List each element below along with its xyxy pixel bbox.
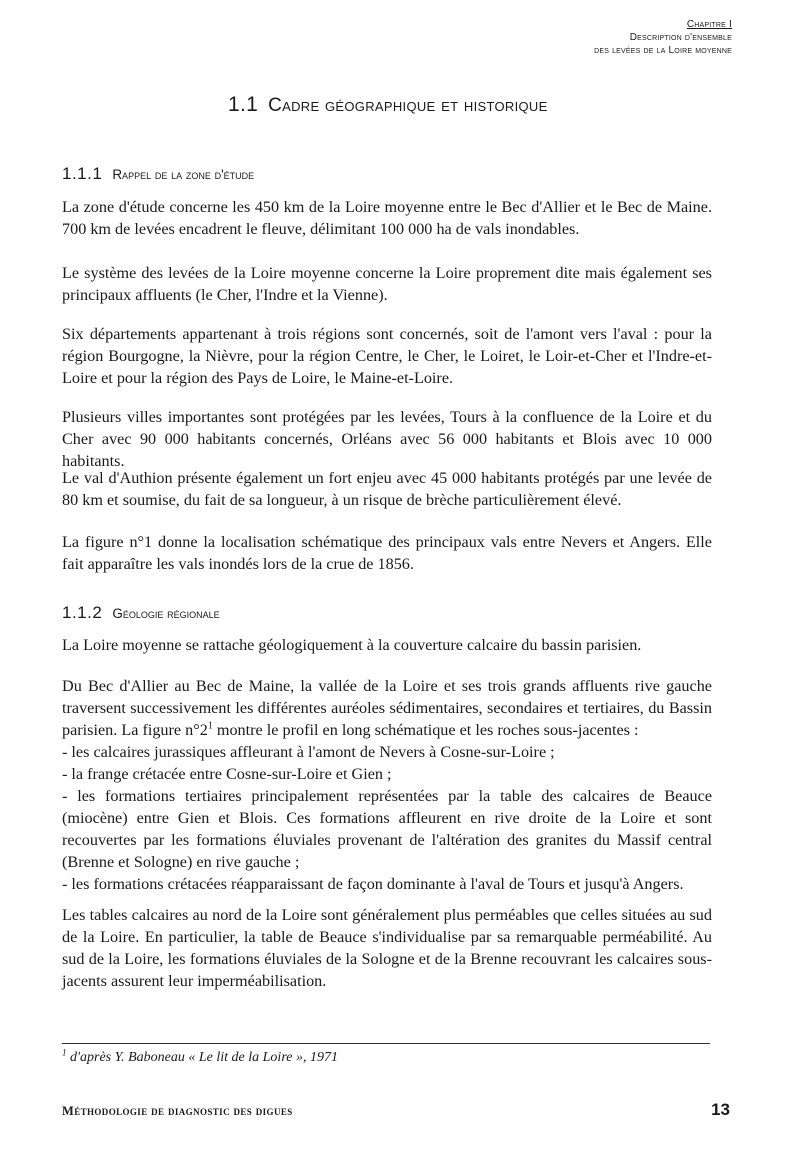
chapter-label: Chapitre I xyxy=(686,19,732,30)
paragraph: La figure n°1 donne la localisation schématique des principaux vals entre Nevers et Angers. Elle fait apparaître les vals inondés lors de la crue de 1856. xyxy=(62,533,712,573)
geology-paragraph xyxy=(62,675,712,895)
header-line-1: Description d'ensemble xyxy=(629,32,732,43)
paragraph: La Loire moyenne se rattache géologiquement à la couverture calcaire du bassin parisien. xyxy=(62,636,642,654)
section-title-text: Cadre géographique et historique xyxy=(268,95,548,116)
paragraph: Six départements appartenant à trois régions sont concernés, soit de l'amont vers l'aval : pour la région Bourgogne, la Nièvre, pour la région Centre, le Cher, le Loiret, le Loir-et-Cher et l'Indre-et-Loire et pour la région des Pays de Loire, le Maine-et-Loire. xyxy=(62,325,712,387)
running-header xyxy=(594,18,732,57)
paragraph: La zone d'étude concerne les 450 km de la Loire moyenne entre le Bec d'Allier et le Bec de Maine. 700 km de levées encadrent le fleuve, délimitant 100 000 ha de vals inondables. xyxy=(62,198,712,238)
bullet-item: - la frange crétacée entre Cosne-sur-Loire et Gien ; xyxy=(62,765,392,783)
subsection-title-2: Géologie régionale xyxy=(112,606,220,621)
footnote-divider xyxy=(62,1043,710,1044)
bullet-item: - les formations crétacées réapparaissant de façon dominante à l'aval de Tours et jusqu'à Angers. xyxy=(62,875,684,893)
bullet-item: - les formations tertiaires principalement représentées par la table des calcaires de Beauce (miocène) entre Gien et Blois. Ces formations affleurent en rive droite de la Loire et sont recouvertes par les formations éluviales provenant de l'altération des granites du Massif central (Brenne et Sologne) en rive gauche ; xyxy=(62,787,712,871)
footer-title: Méthodologie de diagnostic des digues xyxy=(62,1104,293,1118)
bullet-item: - les calcaires jurassiques affleurant à l'amont de Nevers à Cosne-sur-Loire ; xyxy=(62,743,555,761)
subsection-heading-2 xyxy=(62,603,220,623)
footnote-ref: 1 xyxy=(207,720,213,732)
geology-text-start: Du Bec d'Allier au Bec de Maine, la vallée de la Loire et ses trois grands affluents rive gauche traversent successivement les différentes auréoles sédimentaires, secondaires et tertiaires, du Bassin parisien. La figure n°2 xyxy=(62,677,712,739)
section-title xyxy=(228,93,548,117)
footnote-text: d'après Y. Baboneau « Le lit de la Loire », 1971 xyxy=(66,1050,338,1065)
footnote xyxy=(62,1047,338,1066)
page-number: 13 xyxy=(711,1100,730,1119)
subsection-heading-1 xyxy=(62,164,254,184)
paragraph: Plusieurs villes importantes sont protégées par les levées, Tours à la confluence de la Loire et du Cher avec 90 000 habitants concernés, Orléans avec 56 000 habitants et Blois avec 10 000 habitants. xyxy=(62,408,712,470)
subsection-title-1: Rappel de la zone d'étude xyxy=(112,167,255,182)
geology-text-end: montre le profil en long schématique et les roches sous-jacentes : xyxy=(212,721,639,739)
section-number: 1.1 xyxy=(228,93,259,116)
paragraph: Le val d'Authion présente également un fort enjeu avec 45 000 habitants protégés par une levée de 80 km et soumise, du fait de sa longueur, à un risque de brèche particulièrement élevé. xyxy=(62,469,712,509)
header-line-2: des levées de la Loire moyenne xyxy=(594,45,732,56)
subsection-number-1: 1.1.1 xyxy=(62,164,103,183)
paragraph: Les tables calcaires au nord de la Loire sont généralement plus perméables que celles situées au sud de la Loire. En particulier, la table de Beauce s'individualise par sa remarquable perméabilité. Au sud de la Loire, les formations éluviales de la Sologne et de la Brenne recouvrant les calcaires sous-jacents assurent leur imperméabilisation. xyxy=(62,906,712,990)
subsection-number-2: 1.1.2 xyxy=(62,603,103,622)
footnote-marker: 1 xyxy=(62,1047,67,1058)
paragraph: Le système des levées de la Loire moyenne concerne la Loire proprement dite mais également ses principaux affluents (le Cher, l'Indre et la Vienne). xyxy=(62,264,712,304)
